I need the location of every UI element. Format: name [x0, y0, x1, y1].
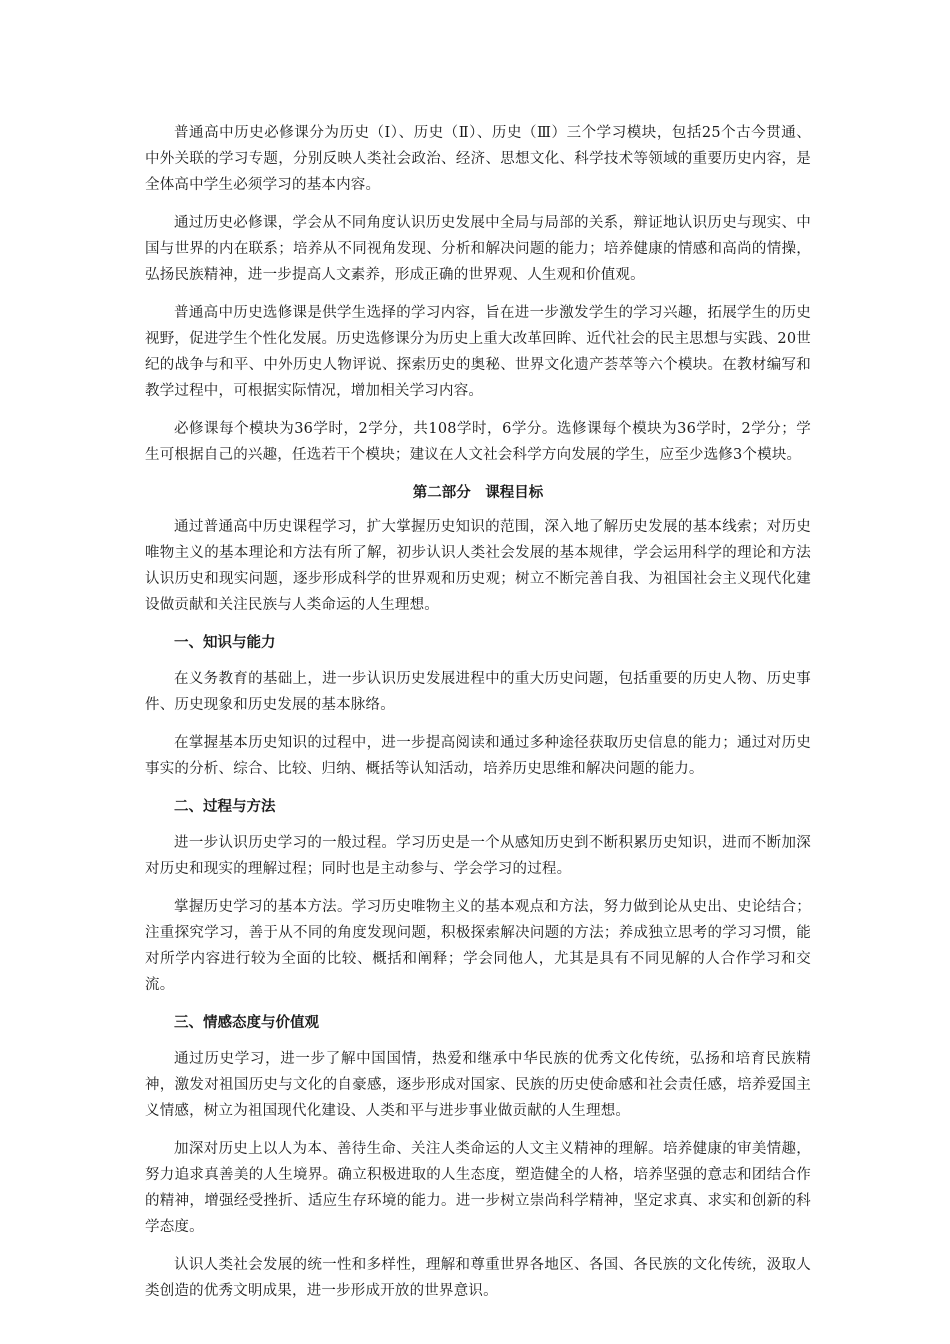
section-title-emotion-values: 三、情感态度与价值观	[174, 1015, 319, 1031]
paragraph-process-1: 进一步认识历史学习的一般过程。学习历史是一个从感知历史到不断积累历史知识，进而不断加深对历史和现实的理解过程；同时也是主动参与、学会学习的过程。	[145, 835, 811, 877]
paragraph-process-2: 掌握历史学习的基本方法。学习历史唯物主义的基本观点和方法，努力做到论从史出、史论结合；注重探究学习，善于从不同的角度发现问题，积极探索解决问题的方法；养成独立思考的学习习惯，能对所学内容进行较为全面的比较、概括和阐释；学会同他人，尤其是具有不同见解的人合作学习和交流。	[145, 899, 811, 993]
paragraph-knowledge-1: 在义务教育的基础上，进一步认识历史发展进程中的重大历史问题，包括重要的历史人物、历史事件、历史现象和历史发展的基本脉络。	[145, 671, 811, 713]
paragraph-credit-hours: 必修课每个模块为36学时，2学分，共108学时，6学分。选修课每个模块为36学时，2学分；学生可根据自己的兴趣，任选若干个模块；建议在人文社会科学方向发展的学生，应至少选修3个模块。	[145, 421, 811, 463]
paragraph-values-1: 通过历史学习，进一步了解中国国情，热爱和继承中华民族的优秀文化传统，弘扬和培育民族精神，激发对祖国历史与文化的自豪感，逐步形成对国家、民族的历史使命感和社会责任感，培养爱国主义情感，树立为祖国现代化建设、人类和平与进步事业做贡献的人生理想。	[145, 1051, 811, 1119]
paragraph-elective-modules: 普通高中历史选修课是供学生选择的学习内容，旨在进一步激发学生的学习兴趣，拓展学生的历史视野，促进学生个性化发展。历史选修课分为历史上重大改革回眸、近代社会的民主思想与实践、20世纪的战争与和平、中外历史人物评说、探索历史的奥秘、世界文化遗产荟萃等六个模块。在教材编写和教学过程中，可根据实际情况，增加相关学习内容。	[145, 305, 811, 399]
part-two-title: 第二部分 课程目标	[412, 485, 544, 501]
paragraph-values-3: 认识人类社会发展的统一性和多样性，理解和尊重世界各地区、各国、各民族的文化传统，汲取人类创造的优秀文明成果，进一步形成开放的世界意识。	[145, 1257, 811, 1299]
paragraph-knowledge-2: 在掌握基本历史知识的过程中，进一步提高阅读和通过多种途径获取历史信息的能力；通过对历史事实的分析、综合、比较、归纳、概括等认知活动，培养历史思维和解决问题的能力。	[145, 735, 811, 777]
section-title-process-method: 二、过程与方法	[174, 799, 276, 815]
paragraph-compulsory-goals: 通过历史必修课，学会从不同角度认识历史发展中全局与局部的关系，辩证地认识历史与现实、中国与世界的内在联系；培养从不同视角发现、分析和解决问题的能力；培养健康的情感和高尚的情操，弘扬民族精神，进一步提高人文素养，形成正确的世界观、人生观和价值观。	[145, 215, 811, 283]
document-page	[145, 120, 811, 1316]
paragraph-course-goals-intro: 通过普通高中历史课程学习，扩大掌握历史知识的范围，深入地了解历史发展的基本线索；对历史唯物主义的基本理论和方法有所了解，初步认识人类社会发展的基本规律，学会运用科学的理论和方法认识历史和现实问题，逐步形成科学的世界观和历史观；树立不断完善自我、为祖国社会主义现代化建设做贡献和关注民族与人类命运的人生理想。	[145, 519, 811, 613]
section-title-knowledge-ability: 一、知识与能力	[174, 635, 276, 651]
paragraph-compulsory-modules: 普通高中历史必修课分为历史（Ⅰ）、历史（Ⅱ）、历史（Ⅲ）三个学习模块，包括25个古今贯通、中外关联的学习专题，分别反映人类社会政治、经济、思想文化、科学技术等领域的重要历史内容，是全体高中学生必须学习的基本内容。	[145, 125, 811, 193]
paragraph-values-2: 加深对历史上以人为本、善待生命、关注人类命运的人文主义精神的理解。培养健康的审美情趣，努力追求真善美的人生境界。确立积极进取的人生态度，塑造健全的人格，培养坚强的意志和团结合作的精神，增强经受挫折、适应生存环境的能力。进一步树立崇尚科学精神，坚定求真、求实和创新的科学态度。	[145, 1141, 811, 1235]
